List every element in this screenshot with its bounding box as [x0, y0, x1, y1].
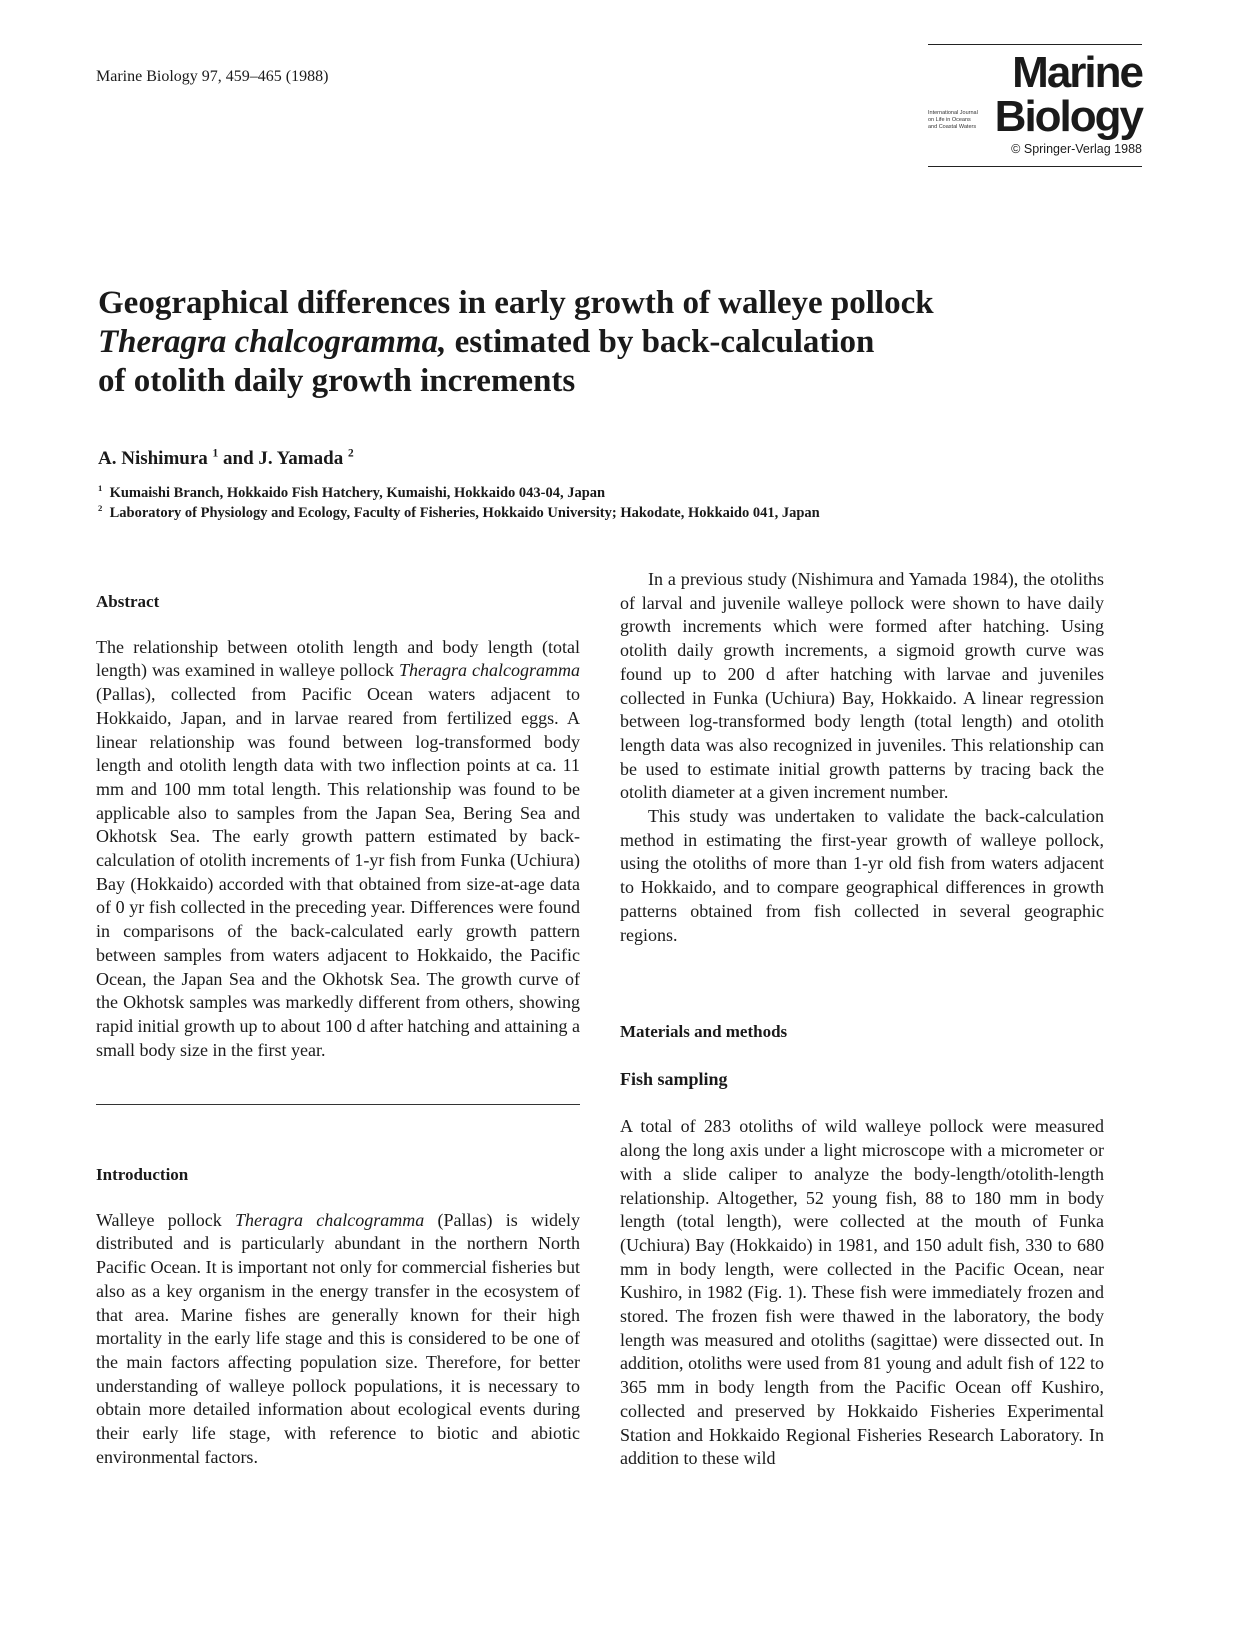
author-affiliation-mark: 1 — [212, 447, 219, 460]
fish-sampling-body: A total of 283 otoliths of wild walleye pollock were measured along the long axis under a light microscope with a micrometer or with a slide caliper to analyze the body-length/otolith-length relationship. Altogether, 52 young fish, 88 to 180 mm in body length (total length), were collected at the mouth of Funka (Uchiura) Bay (Hokkaido) in 1981, and 150 adult fish, 330 to 680 mm in body length, were collected in the Pacific Ocean, near Kushiro, in 1982 (Fig. 1). These fish were immediately frozen and stored. The frozen fish were thawed in the laboratory, the body length was measured and otoliths (sagittae) were dissected out. In addition, otoliths were used from 81 young and adult fish of 122 to 365 mm in body length from the Pacific Ocean off Kushiro, collected and preserved by Hokkaido Fisheries Experimental Station and Hokkaido Regional Fisheries Research Laboratory. In addition to these wild — [620, 1116, 1104, 1469]
affiliation-text: Kumaishi Branch, Hokkaido Fish Hatchery, Kumaishi, Hokkaido 043-04, Japan — [109, 485, 606, 501]
author-joiner: and — [218, 448, 259, 469]
introduction-section — [96, 1163, 580, 1469]
methods-heading: Materials and methods — [620, 1022, 788, 1041]
abstract-section — [96, 590, 580, 1062]
title-line-2 — [98, 323, 1058, 362]
logo-tagline-line: International Journal — [928, 110, 978, 116]
abstract-text: The relationship between otolith length and body length (total length) was examined in walleye pollock — [96, 636, 580, 681]
species-name: Theragra chalcogramma — [398, 660, 580, 681]
abstract-body — [96, 636, 580, 1063]
logo-tagline-line: on Life in Oceans — [928, 117, 971, 123]
affiliation-mark: 1 — [98, 483, 103, 494]
author-affiliation-mark: 2 — [347, 447, 354, 460]
article-title — [98, 284, 1058, 401]
publisher-copyright: © Springer-Verlag 1988 — [1011, 142, 1142, 156]
fish-sampling-heading: Fish sampling — [620, 1068, 728, 1089]
introduction-text: Walleye pollock — [96, 1209, 236, 1230]
title-line-1: Geographical differences in early growth of walleye pollock — [98, 285, 934, 321]
journal-citation: Marine Biology 97, 459–465 (1988) — [96, 68, 329, 85]
affiliation-text: Laboratory of Physiology and Ecology, Faculty of Fisheries, Hokkaido University; Hakodate, Hokkaido 041, Japan — [109, 505, 820, 521]
affiliation-mark: 2 — [98, 503, 103, 514]
intro-paragraph-previous-study: In a previous study (Nishimura and Yamada 1984), the otoliths of larval and juvenile walleye pollock were shown to have daily growth increments which were formed after hatching. Using otolith daily growth increments, a sigmoid growth curve was found up to 200 d after hatching with larvae and juveniles collected in Funka (Uchiura) Bay, Hokkaido. A linear regression between log-transformed body length (total length) and otolith length data was also recognized in juveniles. This relationship can be used to estimate initial growth patterns by tracing back the otolith diameter at a given increment number. — [620, 569, 1104, 803]
introduction-heading: Introduction — [96, 1165, 189, 1184]
abstract-divider — [96, 1104, 580, 1105]
intro-paragraph-study-aim: This study was undertaken to validate the back-calculation method in estimating the first-year growth of walleye pollock, using the otoliths of more than 1-yr old fish from waters adjacent to Hokkaido, and to compare geographical differences in growth patterns obtained from fish collected in several geographic regions. — [620, 806, 1104, 945]
logo-tagline-line: and Coastal Waters — [928, 124, 977, 130]
author-list — [98, 448, 354, 470]
introduction-text: (Pallas) is widely distributed and is particularly abundant in the northern North Pacific Ocean. It is important not only for commercial fisheries but also as a key organism in the energy transfer in the ecosystem of that area. Marine fishes are generally known for their high mortality in the early life stage and this is considered to be one of the main factors affecting population size. Therefore, for better understanding of walleye pollock populations, it is necessary to obtain more detailed information about ecological events during their early life stage, with reference to biotic and abiotic environmental factors. — [96, 1209, 580, 1467]
title-line-2-rest: estimated by back-calculation — [446, 324, 875, 360]
species-name: Theragra chalcogramma — [235, 1209, 425, 1230]
author-name: J. Yamada — [258, 448, 344, 469]
methods-section — [620, 1020, 1104, 1471]
logo-word-marine: Marine — [1012, 48, 1142, 97]
title-species-name: Theragra chalcogramma, — [98, 324, 447, 360]
right-column — [620, 568, 1104, 947]
journal-logo — [928, 44, 1142, 168]
affiliation-1 — [98, 485, 605, 502]
logo-bottom-rule — [928, 166, 1142, 167]
logo-word-biology: Biology — [994, 92, 1142, 141]
logo-top-rule — [928, 44, 1142, 45]
abstract-heading: Abstract — [96, 592, 160, 611]
affiliation-2 — [98, 505, 820, 522]
abstract-text: (Pallas), collected from Pacific Ocean waters adjacent to Hokkaido, Japan, and in larvae reared from fertilized eggs. A linear relationship was found between log-transformed body length and otolith length data with two inflection points at ca. 11 mm and 100 mm total length. This relationship was found to be applicable also to samples from the Japan Sea, Bering Sea and Okhotsk Sea. The early growth pattern estimated by back-calculation of otolith increments of 1-yr fish from Funka (Uchiura) Bay (Hokkaido) accorded with that obtained from size-at-age data of 0 yr fish collected in the preceding year. Differences were found in comparisons of the back-calculated early growth pattern between samples from waters adjacent to Hokkaido, the Pacific Ocean, the Japan Sea and the Okhotsk Sea. The growth curve of the Okhotsk samples was markedly different from others, showing rapid initial growth up to about 100 d after hatching and attaining a small body size in the first year. — [96, 684, 580, 1060]
introduction-body — [96, 1209, 580, 1470]
title-line-3: of otolith daily growth increments — [98, 363, 576, 399]
author-name: A. Nishimura — [98, 448, 208, 469]
